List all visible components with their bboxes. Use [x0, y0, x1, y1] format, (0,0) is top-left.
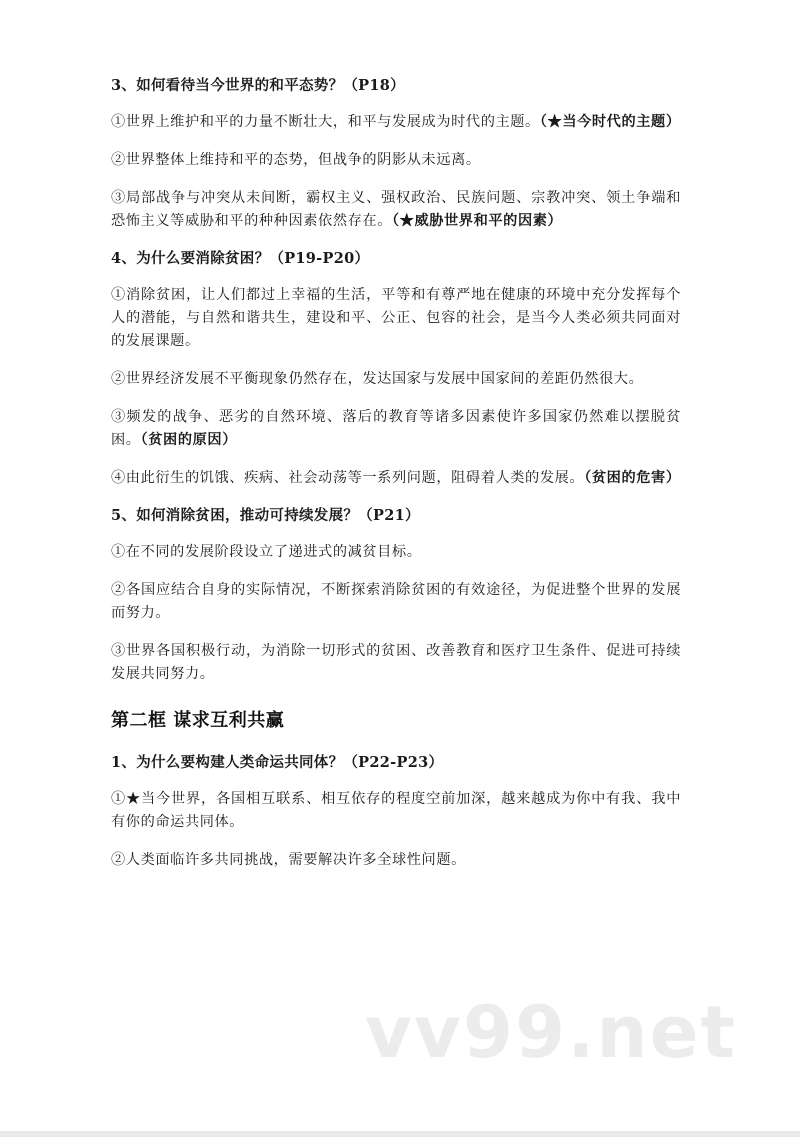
answer-note: （★威胁世界和平的因素） — [391, 213, 563, 229]
answer-note: （贫困的原因） — [140, 432, 237, 448]
question-heading: 5、如何消除贫困，推动可持续发展？（P21） — [111, 507, 420, 524]
answer-paragraph: ①在不同的发展阶段设立了递进式的减贫目标。 — [111, 544, 422, 560]
answer-note: （贫困的危害） — [584, 470, 681, 486]
answer-paragraph: ②人类面临许多共同挑战，需要解决许多全球性问题。 — [111, 852, 466, 868]
question-heading: 3、如何看待当今世界的和平态势？（P18） — [111, 77, 405, 94]
answer-paragraph: ③频发的战争、恶劣的自然环境、落后的教育等诸多因素使许多国家仍然难以摆脱贫困。（贫困的原因） — [111, 409, 681, 448]
answer-paragraph: ②世界整体上维持和平的态势，但战争的阴影从未远离。 — [111, 152, 481, 168]
section-title: 第二框 谋求互利共赢 — [111, 710, 285, 731]
answer-paragraph: ④由此衍生的饥饿、疾病、社会动荡等一系列问题，阻碍着人类的发展。（贫困的危害） — [111, 470, 681, 486]
watermark-text: vv99.net — [365, 990, 737, 1074]
answer-paragraph: ①世界上维护和平的力量不断壮大，和平与发展成为时代的主题。（★当今时代的主题） — [111, 114, 681, 130]
answer-paragraph: ③局部战争与冲突从未间断，霸权主义、强权政治、民族问题、宗教冲突、领土争端和恐怖主义等威胁和平的种种因素依然存在。（★威胁世界和平的因素） — [111, 190, 681, 229]
page-bottom-edge — [0, 1131, 800, 1137]
answer-paragraph: ①★当今世界，各国相互联系、相互依存的程度空前加深，越来越成为你中有我、我中有你的命运共同体。 — [111, 791, 681, 830]
answer-note: （★当今时代的主题） — [539, 114, 681, 130]
answer-paragraph: ①消除贫困，让人们都过上幸福的生活，平等和有尊严地在健康的环境中充分发挥每个人的潜能，与自然和谐共生，建设和平、公正、包容的社会，是当今人类必须共同面对的发展课题。 — [111, 287, 681, 349]
question-heading: 1、为什么要构建人类命运共同体？（P22-P23） — [111, 754, 444, 771]
document-content — [111, 75, 681, 887]
answer-paragraph: ③世界各国积极行动，为消除一切形式的贫困、改善教育和医疗卫生条件、促进可持续发展共同努力。 — [111, 643, 681, 682]
answer-paragraph: ②各国应结合自身的实际情况，不断探索消除贫困的有效途径，为促进整个世界的发展而努力。 — [111, 582, 681, 621]
question-heading: 4、为什么要消除贫困？（P19-P20） — [111, 250, 370, 267]
answer-paragraph: ②世界经济发展不平衡现象仍然存在，发达国家与发展中国家间的差距仍然很大。 — [111, 371, 644, 387]
